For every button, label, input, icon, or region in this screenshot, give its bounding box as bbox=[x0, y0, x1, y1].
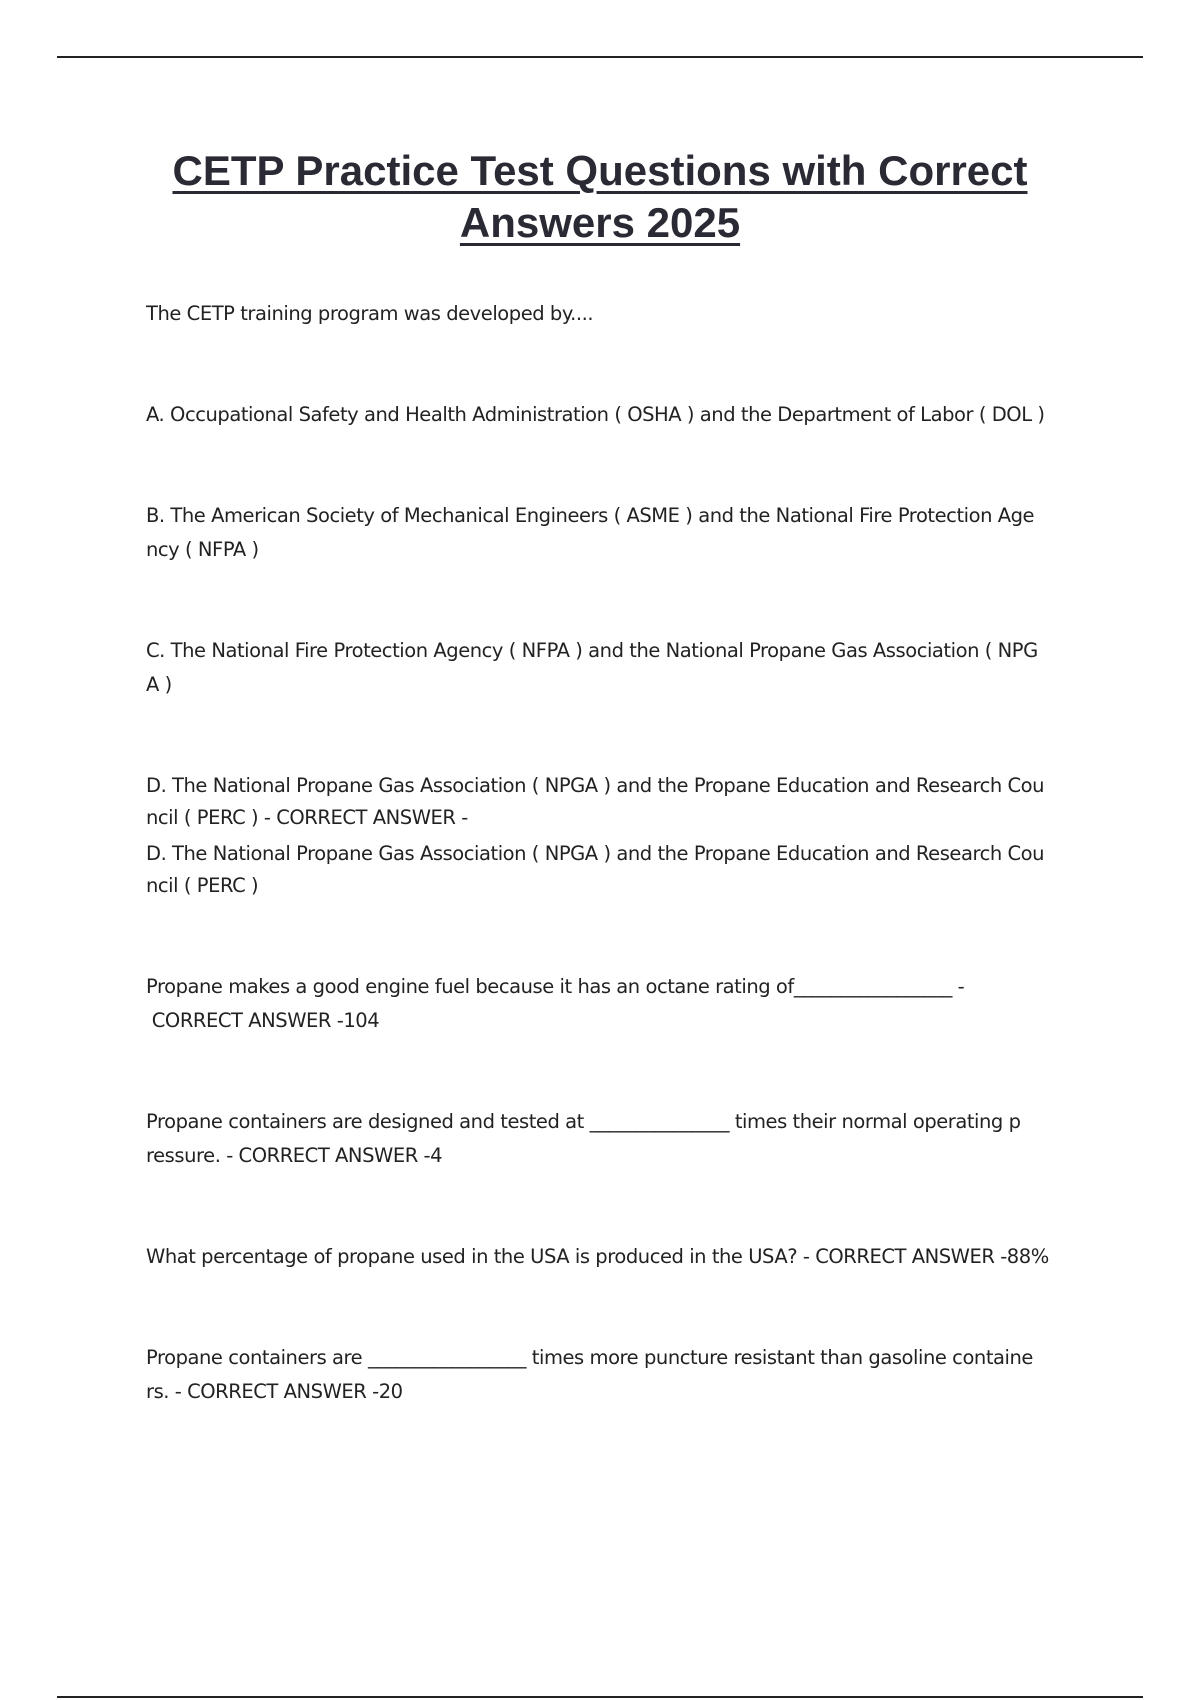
question-3-line-1: Propane containers are designed and tested at _______________ times their normal operating p bbox=[146, 1110, 1021, 1133]
document-title bbox=[120, 145, 1080, 249]
option-b-line-1: B. The American Society of Mechanical Engineers ( ASME ) and the National Fire Protection Age bbox=[146, 504, 1035, 527]
question-5-line-1: Propane containers are _________________ times more puncture resistant than gasoline containe bbox=[146, 1346, 1033, 1369]
top-rule bbox=[57, 56, 1143, 58]
question-1-text: The CETP training program was developed by.... bbox=[146, 302, 594, 325]
question-5-line-2: rs. - CORRECT ANSWER -20 bbox=[146, 1380, 403, 1403]
question-2-line-2: CORRECT ANSWER -104 bbox=[146, 1009, 380, 1032]
answer-d-line-2: ncil ( PERC ) bbox=[146, 874, 259, 897]
title-line-2: Answers 2025 bbox=[459, 199, 741, 246]
option-c-line-2: A ) bbox=[146, 673, 172, 696]
option-b-line-2: ncy ( NFPA ) bbox=[146, 538, 259, 561]
option-d-line-2: ncil ( PERC ) - CORRECT ANSWER - bbox=[146, 806, 468, 829]
bottom-rule bbox=[57, 1696, 1143, 1698]
question-4: What percentage of propane used in the USA is produced in the USA? - CORRECT ANSWER -88% bbox=[146, 1245, 1049, 1268]
question-3-line-2: ressure. - CORRECT ANSWER -4 bbox=[146, 1144, 443, 1167]
question-2-line-1: Propane makes a good engine fuel because it has an octane rating of_________________ - bbox=[146, 975, 965, 998]
option-a: A. Occupational Safety and Health Administration ( OSHA ) and the Department of Labor ( DOL ) bbox=[146, 403, 1045, 426]
option-d-line-1: D. The National Propane Gas Association ( NPGA ) and the Propane Education and Research Cou bbox=[146, 774, 1045, 797]
title-line-1: CETP Practice Test Questions with Correct bbox=[172, 147, 1028, 194]
option-c-line-1: C. The National Fire Protection Agency ( NFPA ) and the National Propane Gas Association ( NPG bbox=[146, 639, 1038, 662]
answer-d-line-1: D. The National Propane Gas Association ( NPGA ) and the Propane Education and Research Cou bbox=[146, 842, 1045, 865]
